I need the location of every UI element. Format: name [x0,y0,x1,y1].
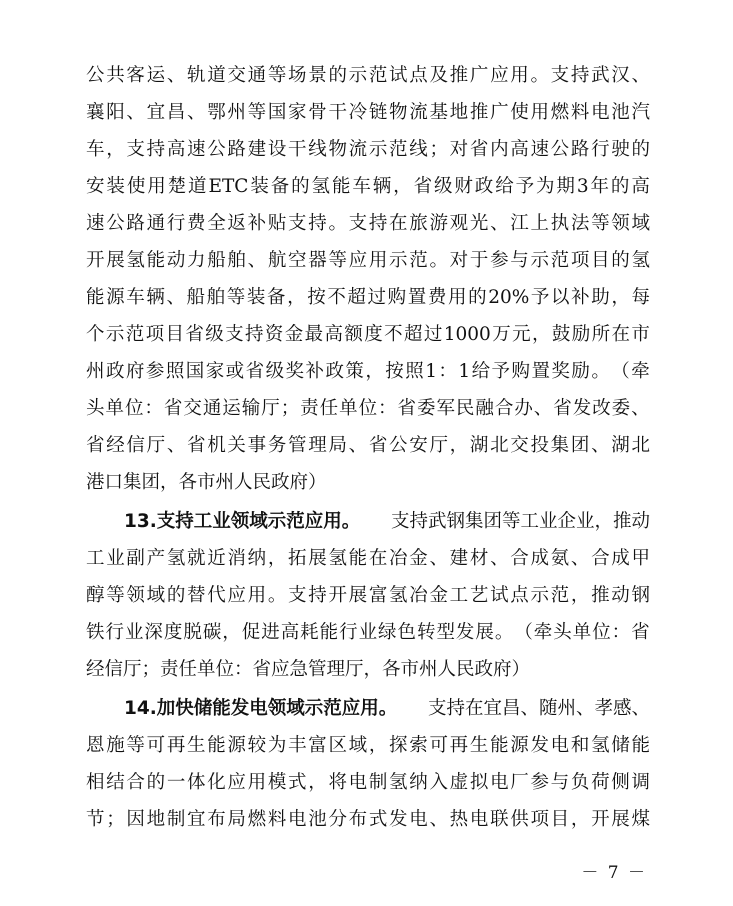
paragraph-line: 醇 等 领 域 的 替 代 应 用 。 支 持 开 展 富 氢 冶 金 工 艺 试 点 示 范 ， 推 动 钢 [86,585,650,606]
section-13-first-line-text: 支持武钢集团等工业企业，推动 [390,511,650,532]
paragraph-line: 能 源 车 辆 、 船 舶 等 装 备 ， 按 不 超 过 购 置 费 用 的 20% 予 以 补 助 ， 每 [86,287,650,308]
page-number: － 7 － [581,863,647,883]
paragraph-line: 省 经 信 厅 、 省 机 关 事 务 管 理 局 、 省 公 安 厅 ， 湖 北 交 投 集 团 、 湖 北 [86,435,650,456]
section-13-first-line [124,504,650,541]
section-14-heading: 14.加快储能发电领域示范应用。 [124,698,398,719]
section-14-first-line-text: 支持在宜昌、随州、孝感、 [427,698,650,719]
paragraph-line: 恩 施 等 可 再 生 能 源 较 为 丰 富 区 域 ， 探 索 可 再 生 能 源 发 电 和 氢 储 能 [86,735,650,756]
paragraph-line: 经信厅；责任单位：省应急管理厅，各市州人民政府） [86,659,531,680]
section-13-heading: 13.支持工业领域示范应用。 [124,511,361,532]
section-14-first-line [124,691,650,728]
paragraph-line: 节 ； 因 地 制 宜 布 局 燃 料 电 池 分 布 式 发 电 、 热 电 联 供 项 目 ， 开 展 煤 [86,809,650,830]
paragraph-line: 头 单 位 ： 省 交 通 运 输 厅 ； 责 任 单 位 ： 省 委 军 民 融 合 办 、 省 发 改 委 、 [86,398,650,419]
paragraph-line: 襄 阳 、 宜 昌 、 鄂 州 等 国 家 骨 干 冷 链 物 流 基 地 推 广 使 用 燃 料 电 池 汽 [86,102,650,123]
paragraph-line: 速 公 路 通 行 费 全 返 补 贴 支 持 。 支 持 在 旅 游 观 光 、 江 上 执 法 等 领 域 [86,213,650,234]
paragraph-line: 车 ， 支 持 高 速 公 路 建 设 干 线 物 流 示 范 线 ； 对 省 内 高 速 公 路 行 驶 的 [86,139,650,160]
paragraph-line: 个 示 范 项 目 省 级 支 持 资 金 最 高 额 度 不 超 过 1000 万 元 ， 鼓 励 所 在 市 [86,324,650,345]
paragraph-line: 相 结 合 的 一 体 化 应 用 模 式 ， 将 电 制 氢 纳 入 虚 拟 电 厂 参 与 负 荷 侧 调 [86,772,650,793]
paragraph-line: 港口集团，各市州人民政府） [86,472,327,493]
paragraph-line: 铁 行 业 深 度 脱 碳 ， 促 进 高 耗 能 行 业 绿 色 转 型 发 展 。 （ 牵 头 单 位 ： 省 [86,622,650,643]
paragraph-line: 开 展 氢 能 动 力 船 舶 、 航 空 器 等 应 用 示 范 。 对 于 参 与 示 范 项 目 的 氢 [86,250,650,271]
paragraph-line: 工 业 副 产 氢 就 近 消 纳 ， 拓 展 氢 能 在 冶 金 、 建 材 、 合 成 氨 、 合 成 甲 [86,548,650,569]
paragraph-line: 州 政 府 参 照 国 家 或 省 级 奖 补 政 策 ， 按 照 1 ： 1 给 予 购 置 奖 励 。 （ 牵 [86,361,650,382]
paragraph-line: 安 装 使 用 楚 道 ETC 装 备 的 氢 能 车 辆 ， 省 级 财 政 给 予 为 期 3 年 的 高 [86,176,650,197]
paragraph-line: 公 共 客 运 、 轨 道 交 通 等 场 景 的 示 范 试 点 及 推 广 应 用 。 支 持 武 汉 、 [86,65,650,86]
